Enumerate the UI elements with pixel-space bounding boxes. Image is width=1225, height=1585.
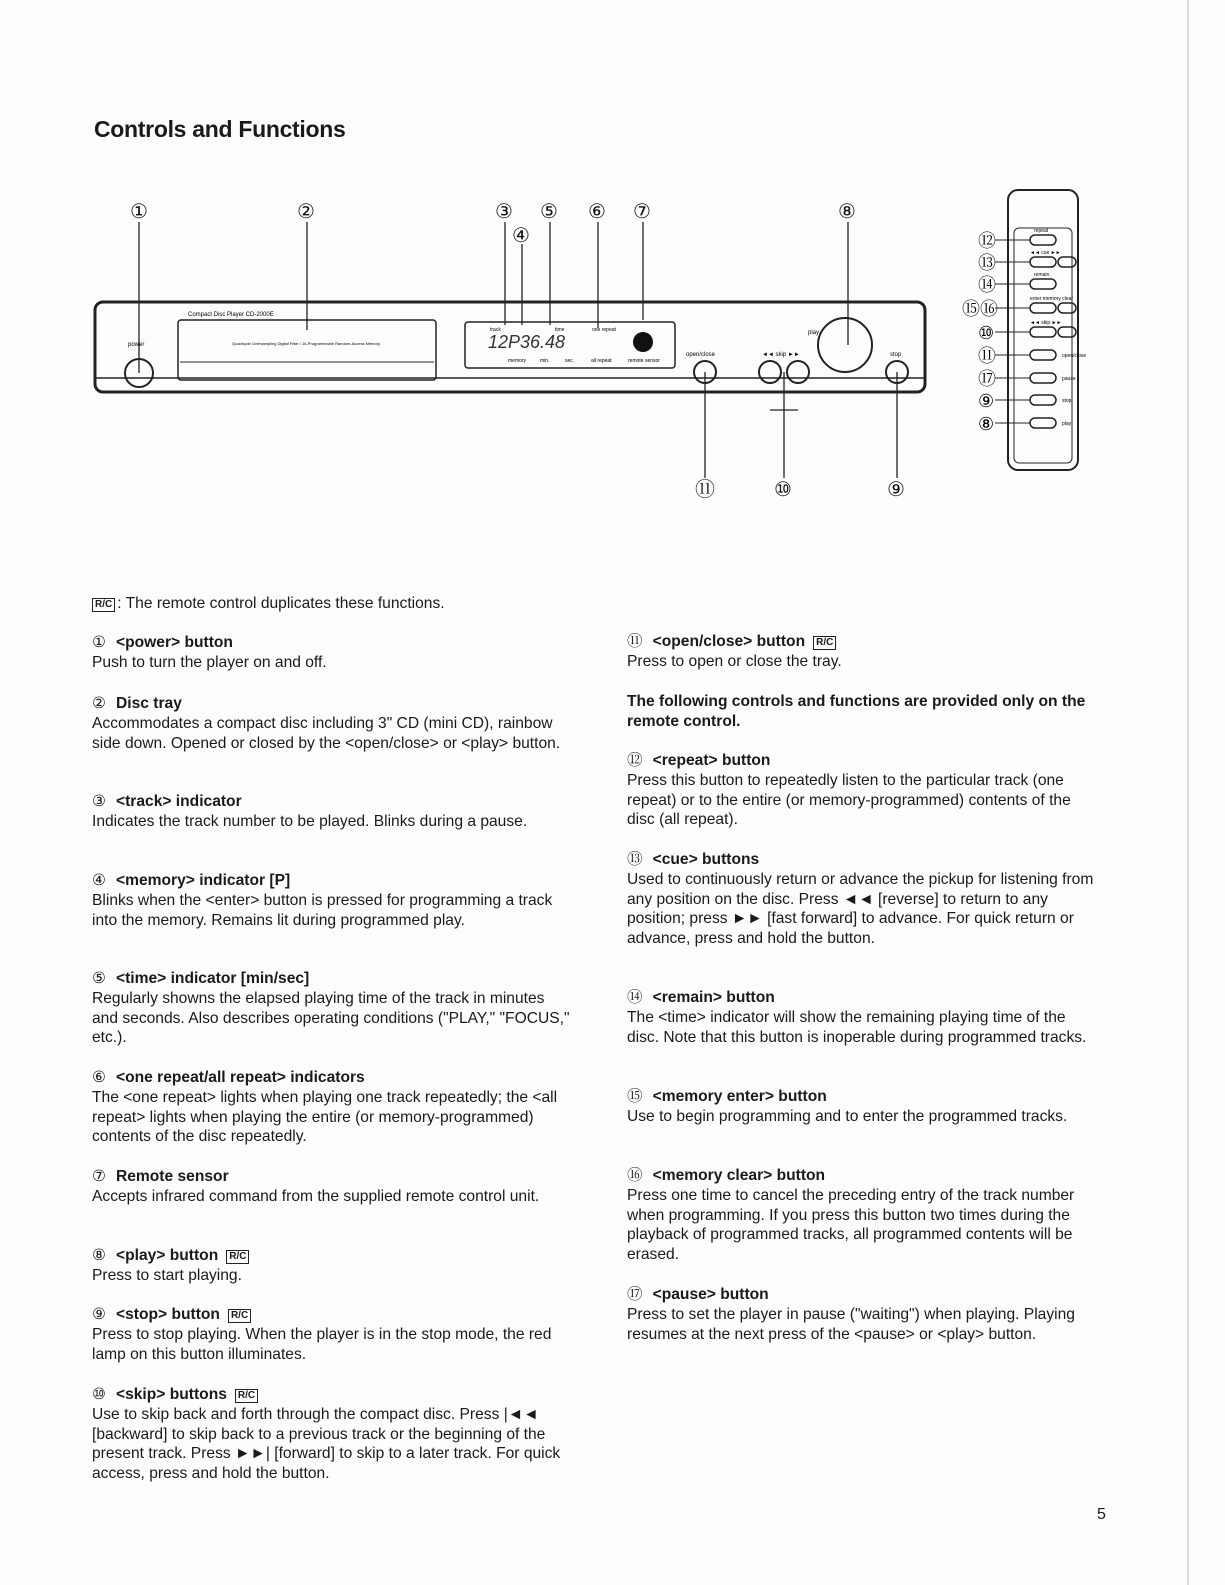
remote-callout: ⑫ [978,231,996,251]
remote-button-label: ◄◄ skip ►► [1030,320,1062,326]
remote-button-label: pause [1062,376,1076,382]
track-label: track [490,327,501,333]
model-label: Compact Disc Player CD-2000E [188,312,274,318]
rc-note: R/C : The remote control duplicates these functions. [92,594,572,614]
remote-button [1058,257,1076,267]
remote-button-label: open/close [1062,353,1087,359]
remote-button-label: remain [1034,272,1050,278]
item-remain-button: ⑭ <remain> button The <time> indicator will show the remaining playing time of the disc. Note that this button is inoperable during programmed tracks. [627,989,1087,1046]
callout-9: ⑨ [887,479,905,501]
remote-callout: ⑩ [978,323,995,343]
remote-only-note: The following controls and functions are provided only on the remote control. [627,693,1086,730]
callout-11: ⑪ [695,479,715,501]
stop-label: stop [890,352,902,358]
remote-sensor [633,332,653,352]
front-panel-diagram [0,0,1225,520]
callout-4: ④ [512,225,530,247]
remote-button [1030,350,1056,360]
page-number: 5 [1097,1506,1106,1523]
callout-8: ⑧ [838,201,856,223]
remote-button [1058,303,1076,313]
remote-button [1030,257,1056,267]
item-track-indicator: ③ <track> indicator Indicates the track number to be played. Blinks during a pause. [92,793,528,830]
remote-button [1030,395,1056,405]
item-stop-button: ⑨ <stop> button R/C Press to stop playing. When the player is in the stop mode, the red lamp on this button illuminates. [92,1306,552,1363]
item-time-indicator: ⑤ <time> indicator [min/sec] Regularly showns the elapsed playing time of the track in minutes and seconds. Also describes operating conditions ("PLAY," "FOCUS," etc.). [92,970,570,1047]
min-label: min. [540,358,550,364]
remote-button [1030,303,1056,313]
remote-callout: ⑮⑯ [962,299,998,319]
item-open-close-button: ⑪ <open/close> button R/C Press to open or close the tray. [627,633,842,670]
sec-label: sec. [565,358,575,364]
item-memory-indicator: ④ <memory> indicator [P] Blinks when the <enter> button is pressed for programming a track into the memory. Remains lit during programmed play. [92,872,553,929]
skip-label: ◄◄ skip ►► [762,352,800,358]
skip-forward-button [787,361,809,383]
callout-7: ⑦ [633,201,651,223]
callout-5: ⑤ [540,201,558,223]
remote-button [1030,327,1056,337]
memory-label: memory [508,358,527,364]
skip-back-button [759,361,781,383]
remote-button [1030,235,1056,245]
all-repeat-label: all repeat [591,358,612,364]
item-skip-buttons: ⑩ <skip> buttons R/C Use to skip back and forth through the compact disc. Press |◄◄ [backward] to skip back to a previous track or the beginning of the present track. Press ►►| [forward] to skip to a later track. For quick access, press and hold the button. [92,1386,561,1483]
item-pause-button: ⑰ <pause> button Press to set the player in pause ("waiting") when playing. Playing resumes at the next press of the <pause> or <play> button. [627,1286,1075,1343]
remote-callout: ⑭ [978,275,996,295]
remote-button [1030,418,1056,428]
remote-button-label: play [1062,421,1072,427]
item-memory-enter-button: ⑮ <memory enter> button Use to begin programming and to enter the programmed tracks. [627,1088,1068,1125]
power-label: power [128,342,145,348]
item-cue-buttons: ⑬ <cue> buttons Used to continuously return or advance the pickup for listening from any position on the disc. Press ◄◄ [reverse] to return to any position; press ►► [fast forward] to advance. For quick return or advance, press and hold the button. [627,851,1094,948]
tray-text: Quadruple Oversampling Digital Filter / 16-Programmable Random-Access Memory [232,341,381,346]
callout-2: ② [297,201,315,223]
page-title: Controls and Functions [94,116,346,142]
time-label: time [555,327,565,333]
play-label: play [808,330,820,336]
callout-6: ⑥ [588,201,606,223]
remote-callout: ⑨ [978,391,995,411]
one-repeat-label: one repeat [592,327,616,333]
item-repeat-indicators: ⑥ <one repeat/all repeat> indicators The <one repeat> lights when playing one track repeatedly; the <all repeat> lights when playing the entire (or memory-programmed) contents of the disc repeatedly. [92,1069,558,1146]
callout-3: ③ [495,201,513,223]
remote-callout: ⑪ [978,346,996,366]
remote-callout: ⑬ [978,253,996,273]
remote-button-label: ◄◄ cue ►► [1030,250,1061,256]
callout-1: ① [130,201,148,223]
remote-button-label: enter memory clear [1030,296,1074,302]
display-value: 12P36.48 [488,332,566,352]
callout-10: ⑩ [774,479,792,501]
remote-button-label: stop [1062,398,1072,404]
remote-button [1030,279,1056,289]
remote-button-label: repeat [1034,228,1049,234]
item-disc-tray: ② Disc tray Accommodates a compact disc including 3" CD (mini CD), rainbow side down. Opened or closed by the <open/close> or <play> button. [92,695,561,752]
remote-button [1058,327,1076,337]
remote-callout: ⑧ [978,414,995,434]
open-close-label: open/close [686,352,716,358]
remote-button [1030,373,1056,383]
item-memory-clear-button: ⑯ <memory clear> button Press one time to cancel the preceding entry of the track number when programming. If you press this button two times during the playback of programmed tracks, all programmed contents will be erased. [627,1167,1075,1264]
item-power: ① <power> button Push to turn the player on and off. [92,634,327,671]
remote-sensor-label: remote sensor [628,358,660,364]
item-play-button: ⑧ <play> button R/C Press to start playing. [92,1246,572,1286]
remote-callout: ⑰ [978,369,996,389]
item-repeat-button: ⑫ <repeat> button Press this button to repeatedly listen to the particular track (one repeat) or to the entire (or memory-programmed) contents of the disc (all repeat). [627,752,1071,829]
play-dial [818,318,872,372]
item-remote-sensor: ⑦ Remote sensor Accepts infrared command from the supplied remote control unit. [92,1168,540,1205]
